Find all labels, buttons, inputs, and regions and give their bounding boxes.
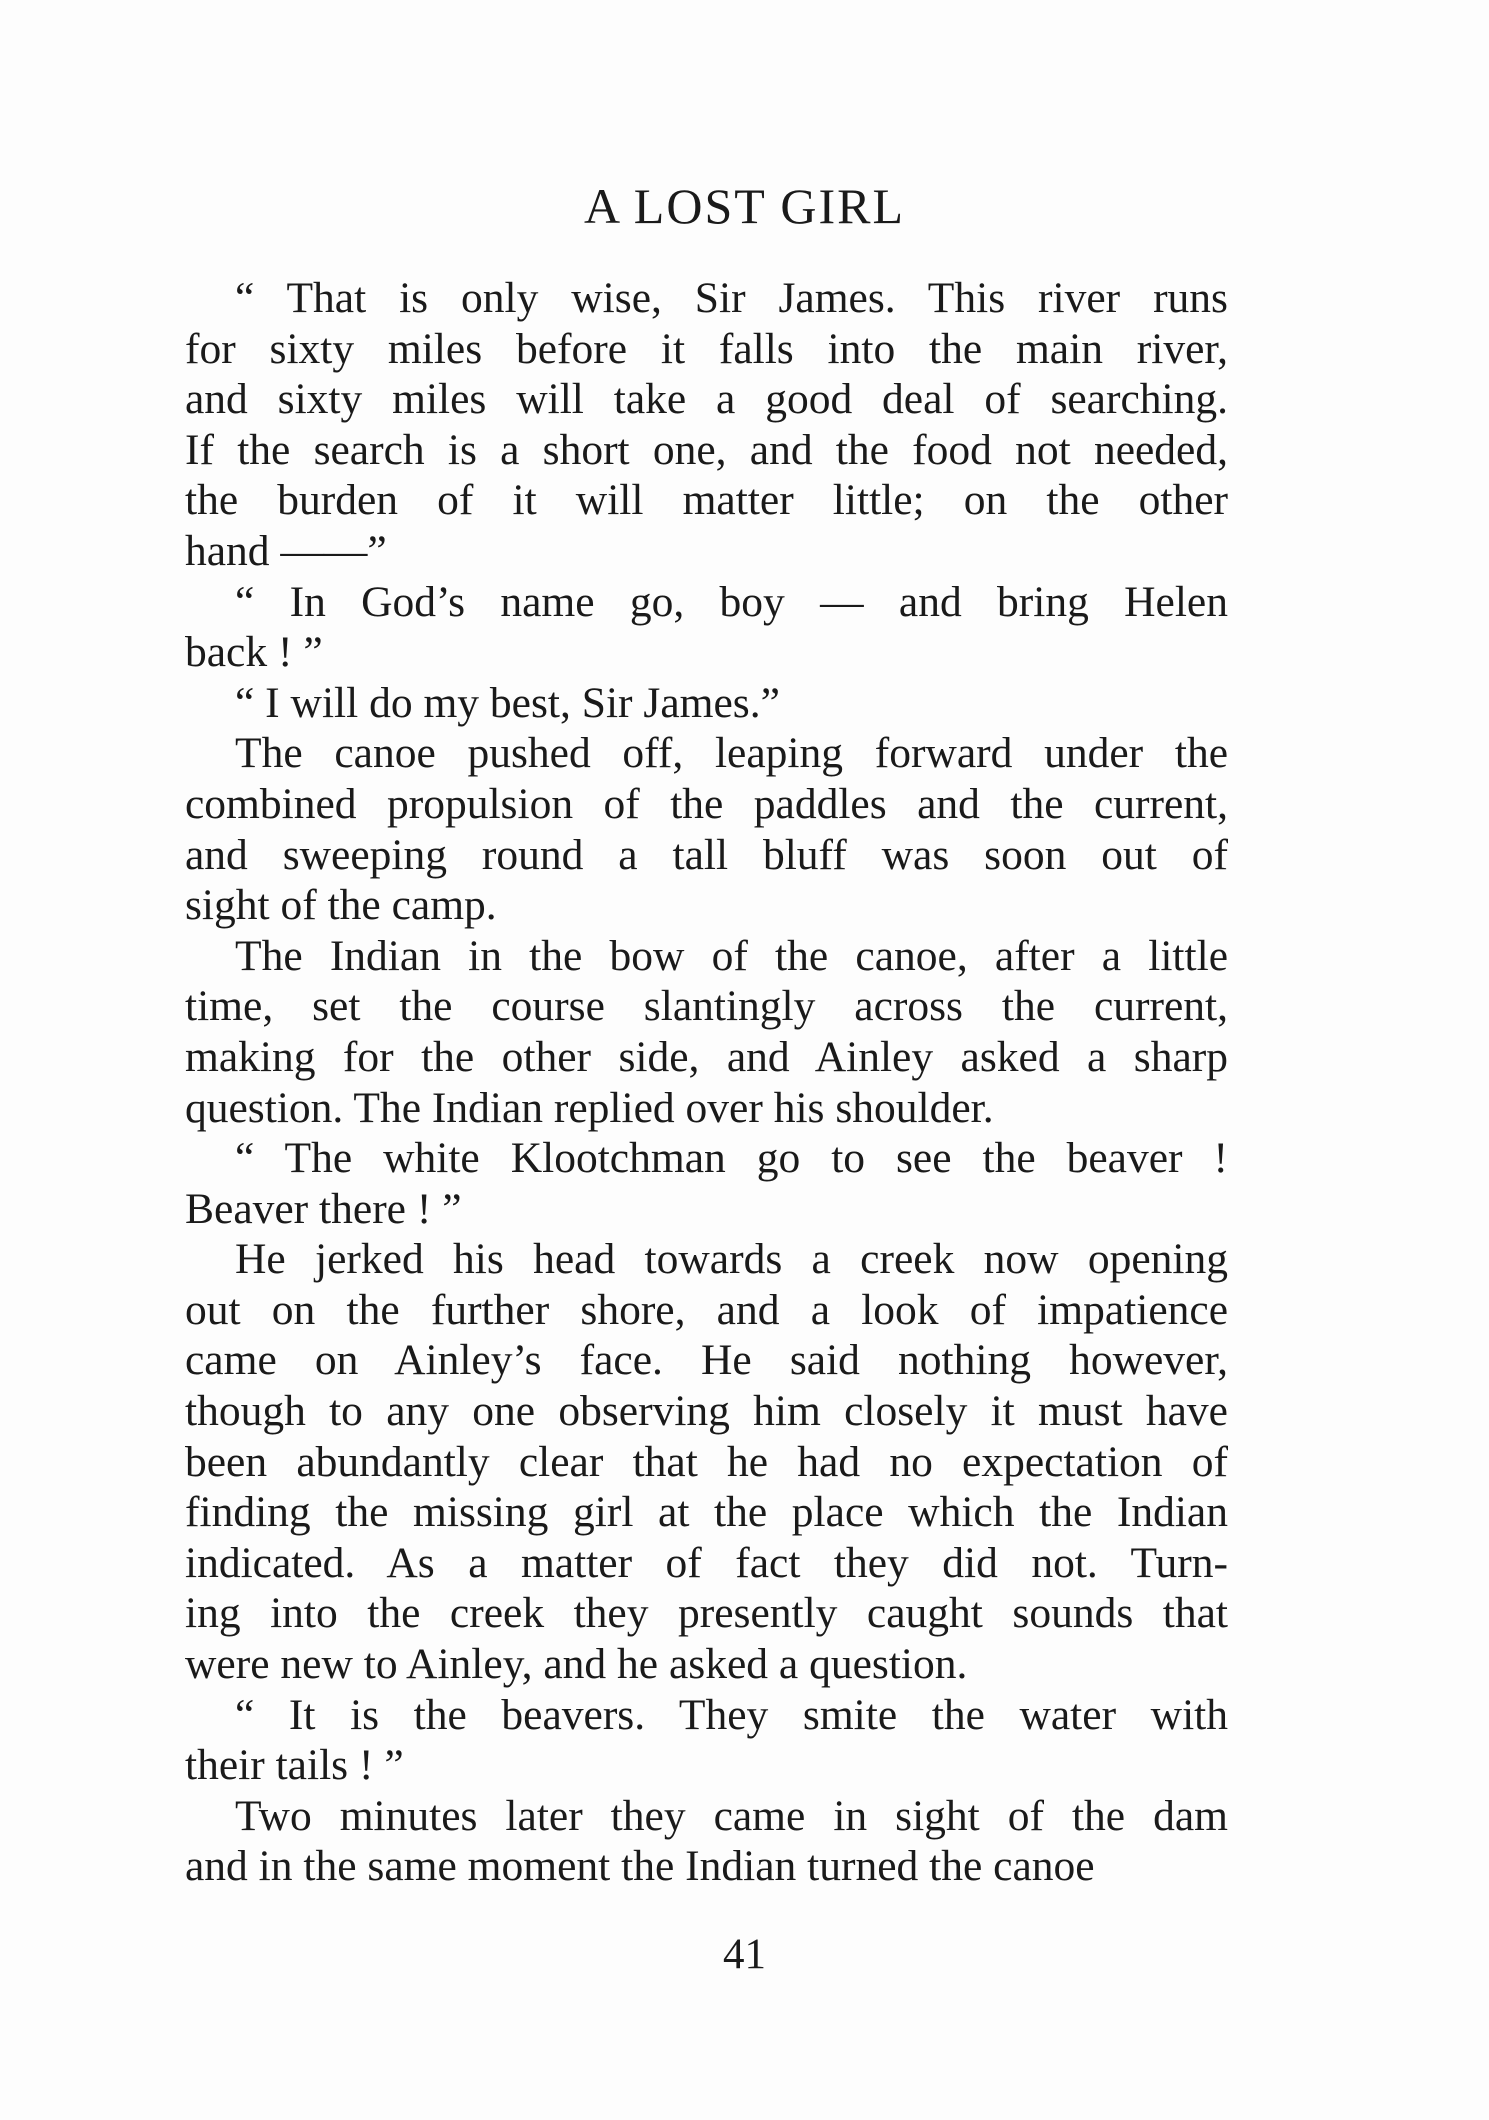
text-line: time, set the course slantingly across the current,: [185, 982, 1228, 1031]
paragraph: [185, 577, 1228, 678]
text-line: question. The Indian replied over his shoulder.: [185, 1083, 994, 1132]
text-line: “ I will do my best, Sir James.”: [235, 678, 780, 727]
text-line: indicated. As a matter of fact they did not. Turn-: [185, 1538, 1228, 1587]
text-line: out on the further shore, and a look of impatience: [185, 1285, 1228, 1334]
text-line: came on Ainley’s face. He said nothing however,: [185, 1336, 1228, 1385]
text-line: though to any one observing him closely it must have: [185, 1387, 1228, 1436]
running-title: A LOST GIRL: [583, 178, 906, 234]
text-line: finding the missing girl at the place which the Indian: [185, 1488, 1228, 1537]
text-line: their tails ! ”: [185, 1741, 404, 1790]
text-line: sight of the camp.: [185, 881, 497, 930]
text-line: If the search is a short one, and the food not needed,: [185, 425, 1228, 474]
text-line: combined propulsion of the paddles and the current,: [185, 779, 1228, 828]
text-line: The Indian in the bow of the canoe, after a little: [235, 931, 1228, 980]
text-line: and sixty miles will take a good deal of searching.: [185, 375, 1228, 424]
text-line: were new to Ainley, and he asked a question.: [185, 1640, 968, 1689]
text-line: the burden of it will matter little; on the other: [185, 476, 1228, 525]
paragraph: [185, 1791, 1228, 1892]
paragraph: [185, 273, 1228, 577]
paragraph: [185, 678, 1228, 729]
paragraph: [185, 1133, 1228, 1234]
paragraph: [185, 1234, 1228, 1689]
paragraph: [185, 1690, 1228, 1791]
text-line: for sixty miles before it falls into the main river,: [185, 324, 1228, 373]
text-line: and in the same moment the Indian turned the canoe: [185, 1842, 1095, 1891]
text-line: “ That is only wise, Sir James. This river runs: [235, 274, 1228, 322]
text-line: “ The white Klootchman go to see the beaver !: [235, 1134, 1228, 1183]
page-number: 41: [723, 1931, 766, 1978]
body-text: [185, 273, 1228, 1892]
text-line: He jerked his head towards a creek now opening: [235, 1235, 1228, 1284]
text-line: Beaver there ! ”: [185, 1184, 462, 1233]
paragraph: [185, 931, 1228, 1133]
text-line: hand ——”: [185, 526, 387, 575]
text-line: back ! ”: [185, 628, 323, 677]
text-line: “ In God’s name go, boy — and bring Helen: [235, 577, 1228, 626]
text-line: ing into the creek they presently caught sounds that: [185, 1589, 1228, 1638]
text-line: been abundantly clear that he had no expectation of: [185, 1437, 1228, 1486]
text-line: Two minutes later they came in sight of the dam: [235, 1791, 1228, 1840]
text-line: making for the other side, and Ainley asked a sharp: [185, 1032, 1228, 1081]
text-line: The canoe pushed off, leaping forward under the: [235, 729, 1228, 778]
text-line: “ It is the beavers. They smite the water with: [235, 1690, 1228, 1739]
text-line: and sweeping round a tall bluff was soon out of: [185, 830, 1228, 879]
paragraph: [185, 728, 1228, 930]
